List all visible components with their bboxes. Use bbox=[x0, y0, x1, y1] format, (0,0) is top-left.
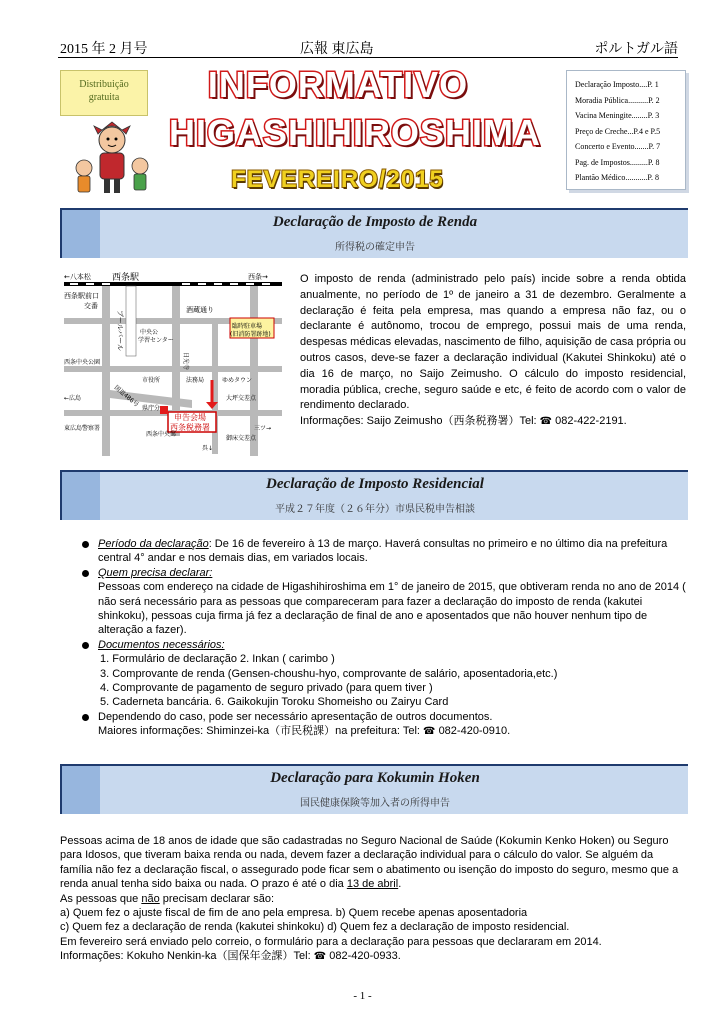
phone-icon: ☎ bbox=[313, 951, 327, 963]
list-item-label: Documentos necessários: bbox=[98, 638, 225, 651]
list-item-label: Quem precisa declarar: bbox=[98, 566, 213, 579]
section-income-tax-header bbox=[60, 208, 688, 258]
exempt-line-ab: a) Quem fez o ajuste fiscal de fim de ano pela empresa. b) Quem recebe apenas aposentadoria bbox=[60, 907, 528, 920]
map-label: 西条中央郵 bbox=[146, 431, 177, 438]
kokumin-paragraph: Pessoas acima de 18 anos de idade que são cadastradas no Seguro Nacional de Saúde (Kokumin Kenko Hoken) ou Seguro para Idosos, que tiveram baixa renda ou nada, devem fazer a declaração individual para o cálculo do valor. Se alguém da família não fez a declaração fiscal, o assegurado pode ficar sem o abatimento ou isenção do imposto do seguro, mesmo que a renda anual tenha sido baixa ou nada. O prazo é até o dia 13 de abril. bbox=[60, 835, 679, 891]
residential-info-label: Maiores informações: Shiminzei-ka（市民税課）na prefeitura: Tel: bbox=[98, 725, 424, 738]
list-item-text: Dependendo do caso, pode ser necessário apresentação de outros documentos. bbox=[98, 710, 493, 723]
map-label: ←八本松 bbox=[64, 273, 91, 281]
table-of-contents bbox=[566, 70, 686, 190]
exempt-line-cd: c) Quem fez a declaração de renda (kakutei shinkoku) d) Quem fez a declaração de imposto residencial. bbox=[60, 921, 570, 934]
map-label: 日光寺 bbox=[182, 352, 189, 371]
map-label: 酒蔵通り bbox=[186, 306, 214, 314]
phone-icon: ☎ bbox=[539, 416, 553, 428]
deadline: 13 de abril bbox=[346, 878, 399, 891]
badge-line-2: gratuita bbox=[88, 92, 120, 103]
map-label: ブールバール bbox=[116, 310, 124, 352]
map-label: 御床交差点 bbox=[226, 435, 257, 442]
list-item bbox=[82, 710, 687, 740]
issue-date: 2015 年 2 月号 bbox=[60, 42, 148, 57]
exempt-intro bbox=[60, 892, 688, 906]
bullet-icon bbox=[82, 570, 89, 577]
map-label: 県庁分 bbox=[142, 405, 161, 412]
mascot-illustration bbox=[70, 120, 154, 202]
toc-item[interactable]: Moradia Pública..........P. 2 bbox=[575, 95, 660, 105]
february-note: Em fevereiro será enviado pelo correio, o formulário para a declaração para pessoas que declararam em 2014. bbox=[60, 935, 602, 948]
map-label: 学習センター bbox=[138, 337, 174, 344]
list-item-label: Período da declaração bbox=[98, 538, 209, 550]
income-tax-info-label: Informações: Saijo Zeimusho（西条税務署）Tel: bbox=[300, 415, 540, 428]
income-tax-body bbox=[300, 272, 686, 430]
map-label: 交番 bbox=[84, 302, 98, 310]
toc-item[interactable]: Plantão Médico...........P. 8 bbox=[575, 173, 659, 182]
map-label: 西条→ bbox=[248, 273, 268, 281]
phone-icon: ☎ bbox=[423, 726, 436, 738]
toc-item[interactable]: Pag. de Impostos.........P. 8 bbox=[575, 157, 660, 167]
bullet-icon bbox=[82, 642, 89, 649]
residential-phone[interactable]: 082-420-0910. bbox=[438, 725, 511, 738]
map-label: (旧消防署跡地) bbox=[230, 331, 271, 338]
toc-item[interactable]: Preço de Creche...P.4 e P.5 bbox=[575, 126, 661, 136]
bullet-icon bbox=[82, 714, 89, 721]
map-label: 市役所 bbox=[142, 377, 161, 384]
toc-item[interactable]: Concerto e Evento.......P. 7 bbox=[575, 142, 661, 151]
document-item: 3. Comprovante de renda (Gensen-choushu-hyo, comprovante de salário, aposentadoria,etc.) bbox=[100, 667, 558, 680]
title-line-1: INFORMATIVO bbox=[207, 64, 469, 105]
tax-office-map bbox=[62, 270, 284, 456]
document-item: 1. Formulário de declaração 2. Inkan ( carimbo ) bbox=[100, 653, 335, 666]
title-month: FEVEREIRO/2015 bbox=[231, 166, 444, 193]
exempt-intro-prefix: As pessoas que bbox=[60, 892, 142, 905]
map-label: 西条税務署 bbox=[170, 423, 210, 432]
section-subtitle: 所得税の確定申告 bbox=[335, 242, 415, 253]
section-title: Declaração de Imposto de Renda bbox=[272, 214, 478, 230]
exempt-not: não bbox=[141, 892, 160, 905]
kokumin-paragraph-text: Pessoas acima de 18 anos de idade que são cadastradas no Seguro Nacional de Saúde (Kokumin Kenko Hoken) ou Seguro para Idosos, que tiveram baixa renda ou nada, devem fazer a declaração individual para o cálculo do valor. Se alguém da família não fez a declaração fiscal, o assegurado pode ficar sem o abatimento ou isenção do imposto do seguro, mesmo que a renda anual tenha sido baixa ou nada. O prazo é até o dia bbox=[60, 835, 679, 891]
toc-item[interactable]: Vacina Meningite........P. 3 bbox=[575, 111, 660, 120]
income-tax-paragraph: O imposto de renda (administrado pelo país) incide sobre a renda obtida anualmente, no período de 1º de janeiro a 31 de dezembro. Geralmente a declaração é feita pela empresa, mas quando a empresa não faz, ou o declarante é autônomo, trocou de emprego, possui mais de uma renda, despesas médicas elevadas, nascimento de filho, aquisição de casa própria ou outros casos, deve-se fazer a declaração individual (Kakutei Shinkoku) até o dia 16 de março, no Saijo Zeimusho. O cálculo do imposto residencial, moradia pública, creche, seguro saúde e etc, é feito de acordo com o valor de rendimento declarado. bbox=[300, 273, 686, 412]
kokumin-hoken-body bbox=[60, 834, 688, 965]
section-residential-tax-header bbox=[60, 470, 688, 520]
map-label: 法務局 bbox=[186, 377, 205, 384]
section-kokumin-hoken-header bbox=[60, 764, 688, 814]
bullet-icon bbox=[82, 541, 89, 548]
section-title: Declaração para Kokumin Hoken bbox=[270, 770, 480, 786]
map-label: 大坪交差点 bbox=[226, 395, 257, 402]
list-item bbox=[82, 566, 687, 638]
title-line-2: HIGASHIHIROSHIMA bbox=[168, 112, 541, 153]
map-label: 中央公 bbox=[140, 329, 159, 336]
map-label: 呉↓ bbox=[202, 445, 214, 452]
kokumin-info-label: Informações: Kokuho Nenkin-ka（国保年金課）Tel: bbox=[60, 950, 314, 963]
list-item-text: : De 16 de fevereiro à 13 de março. Haverá consultas no primeiro e no último dia na prefeitura central 4° andar e nos demais dias, em variados locais. bbox=[98, 538, 668, 565]
kokumin-info bbox=[60, 949, 688, 964]
map-label: 国道486号 bbox=[112, 384, 140, 409]
income-tax-phone[interactable]: 082-422-2191. bbox=[555, 415, 627, 428]
exempt-intro-suffix: precisam declarar são: bbox=[159, 892, 275, 905]
language-label: ポルトガル語 bbox=[594, 42, 678, 57]
document-item: 4. Comprovante de pagamento de seguro privado (para quem tiver ) bbox=[100, 682, 433, 695]
map-label: 三ツ→ bbox=[254, 425, 272, 432]
map-label: 西条駅 bbox=[112, 273, 140, 283]
section-subtitle: 平成２７年度（２６年分）市県民税申告相談 bbox=[275, 504, 475, 515]
list-item-text: Pessoas com endereço na cidade de Higashihiroshima em 1° de janeiro de 2015, que obtiveram renda no ano de 2014 ( não será necessário para as pessoas que compareceram para fazer a declaração do imposto de renda (kakutei shinkoku), pessoas cuja firma já fez a declaração de final de ano e aposentados que não houver nenhum tipo de alteração a fazer). bbox=[98, 581, 686, 637]
page-header bbox=[58, 36, 678, 58]
section-subtitle: 国民健康保険等加入者の所得申告 bbox=[300, 798, 450, 809]
page-number: - 1 - bbox=[353, 990, 372, 1002]
map-label: 西条駅前口 bbox=[64, 292, 99, 300]
map-label: 東広島警察署 bbox=[64, 425, 101, 432]
map-label: 西条中央公園 bbox=[64, 359, 101, 366]
free-distribution-badge bbox=[60, 70, 148, 116]
map-label: 申告会場 bbox=[174, 413, 206, 422]
publication-name: 広報 東広島 bbox=[300, 42, 374, 57]
document-item: 5. Caderneta bancária. 6. Gaikokujin Toroku Shomeisho ou Zairyu Card bbox=[100, 696, 449, 709]
list-item bbox=[82, 638, 687, 652]
map-label: ゆめタウン bbox=[222, 377, 253, 384]
kokumin-phone[interactable]: 082-420-0933. bbox=[329, 950, 401, 963]
residential-tax-list bbox=[82, 537, 687, 740]
section-title: Declaração de Imposto Residencial bbox=[266, 476, 484, 492]
badge-line-1: Distribuição bbox=[79, 79, 129, 90]
map-label: ←広島 bbox=[64, 395, 82, 402]
toc-item[interactable]: Declaração Imposto....P. 1 bbox=[575, 80, 659, 89]
list-item bbox=[82, 537, 687, 566]
map-label: 臨時駐車場 bbox=[232, 323, 263, 330]
